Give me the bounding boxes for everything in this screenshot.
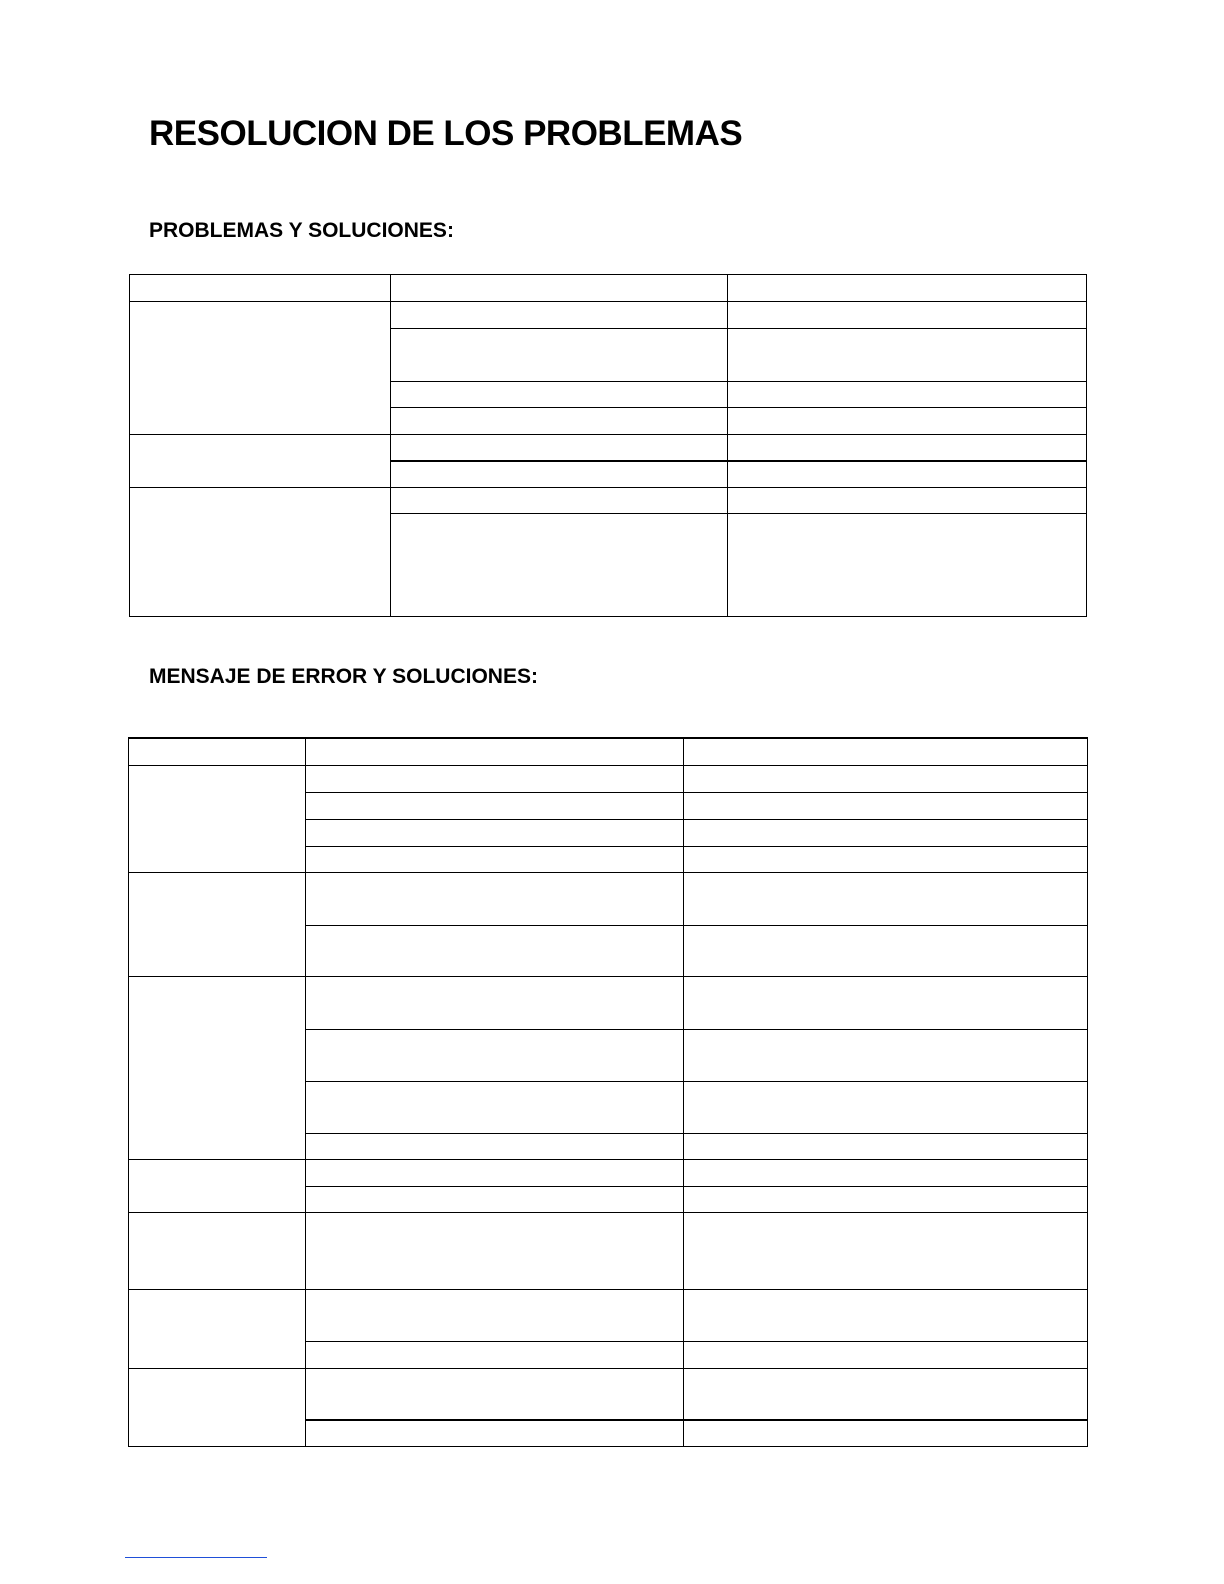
cause-cell — [306, 1212, 684, 1289]
solution-cell — [684, 1368, 1088, 1420]
problem-cell — [130, 302, 391, 435]
cause-cell — [391, 302, 728, 329]
table-cell — [129, 738, 306, 765]
error-messages-table — [128, 737, 1088, 1447]
cause-cell — [306, 1420, 684, 1446]
cause-cell — [306, 872, 684, 925]
solution-cell — [684, 1133, 1088, 1159]
solution-cell — [684, 1289, 1088, 1341]
solution-cell — [728, 461, 1087, 488]
cause-cell — [306, 925, 684, 976]
solution-cell — [728, 382, 1087, 408]
solution-cell — [728, 408, 1087, 435]
error-message-cell — [129, 1289, 306, 1368]
cause-cell — [306, 1029, 684, 1081]
solution-cell — [684, 872, 1088, 925]
table-row — [129, 1289, 1088, 1341]
solution-cell — [728, 302, 1087, 329]
cause-cell — [391, 514, 728, 617]
cause-cell — [306, 976, 684, 1029]
cause-cell — [306, 1133, 684, 1159]
table-header-row — [129, 738, 1088, 765]
cause-cell — [391, 461, 728, 488]
problem-cell — [130, 488, 391, 617]
footnote-separator — [125, 1557, 267, 1558]
solution-cell — [684, 765, 1088, 792]
solution-cell — [684, 819, 1088, 846]
table-row — [129, 872, 1088, 925]
cause-cell — [306, 846, 684, 872]
solution-cell — [684, 1186, 1088, 1212]
table-row — [129, 976, 1088, 1029]
table-row — [129, 765, 1088, 792]
cause-cell — [391, 408, 728, 435]
table-row — [130, 435, 1087, 461]
problems-solutions-table — [129, 274, 1087, 617]
table-cell — [728, 275, 1087, 302]
cause-cell — [306, 1081, 684, 1133]
cause-cell — [391, 435, 728, 461]
cause-cell — [306, 1368, 684, 1420]
cause-cell — [391, 329, 728, 382]
error-message-cell — [129, 765, 306, 872]
cause-cell — [306, 1289, 684, 1341]
solution-cell — [728, 488, 1087, 514]
solution-cell — [684, 1029, 1088, 1081]
problems-solutions-heading: PROBLEMAS Y SOLUCIONES: — [149, 219, 454, 242]
solution-cell — [684, 1420, 1088, 1446]
cause-cell — [306, 792, 684, 819]
table-row — [129, 1368, 1088, 1420]
error-message-cell — [129, 872, 306, 976]
cause-cell — [306, 1186, 684, 1212]
error-message-cell — [129, 1368, 306, 1446]
cause-cell — [306, 819, 684, 846]
error-message-cell — [129, 1212, 306, 1289]
cause-cell — [306, 1159, 684, 1186]
solution-cell — [684, 925, 1088, 976]
cause-cell — [306, 1341, 684, 1368]
solution-cell — [728, 329, 1087, 382]
solution-cell — [684, 1212, 1088, 1289]
solution-cell — [728, 435, 1087, 461]
solution-cell — [684, 976, 1088, 1029]
solution-cell — [684, 1081, 1088, 1133]
solution-cell — [684, 846, 1088, 872]
table-cell — [130, 275, 391, 302]
solution-cell — [684, 1341, 1088, 1368]
table-row — [129, 1212, 1088, 1289]
page-title: RESOLUCION DE LOS PROBLEMAS — [149, 114, 743, 153]
table-cell — [684, 738, 1088, 765]
problem-cell — [130, 435, 391, 488]
table-row — [130, 488, 1087, 514]
error-messages-solutions-heading: MENSAJE DE ERROR Y SOLUCIONES: — [149, 665, 538, 688]
solution-cell — [684, 1159, 1088, 1186]
table-row — [129, 1159, 1088, 1186]
table-header-row — [130, 275, 1087, 302]
table-cell — [391, 275, 728, 302]
cause-cell — [391, 382, 728, 408]
solution-cell — [728, 514, 1087, 617]
cause-cell — [306, 765, 684, 792]
solution-cell — [684, 792, 1088, 819]
error-message-cell — [129, 976, 306, 1159]
table-cell — [306, 738, 684, 765]
table-row — [130, 302, 1087, 329]
cause-cell — [391, 488, 728, 514]
error-message-cell — [129, 1159, 306, 1212]
